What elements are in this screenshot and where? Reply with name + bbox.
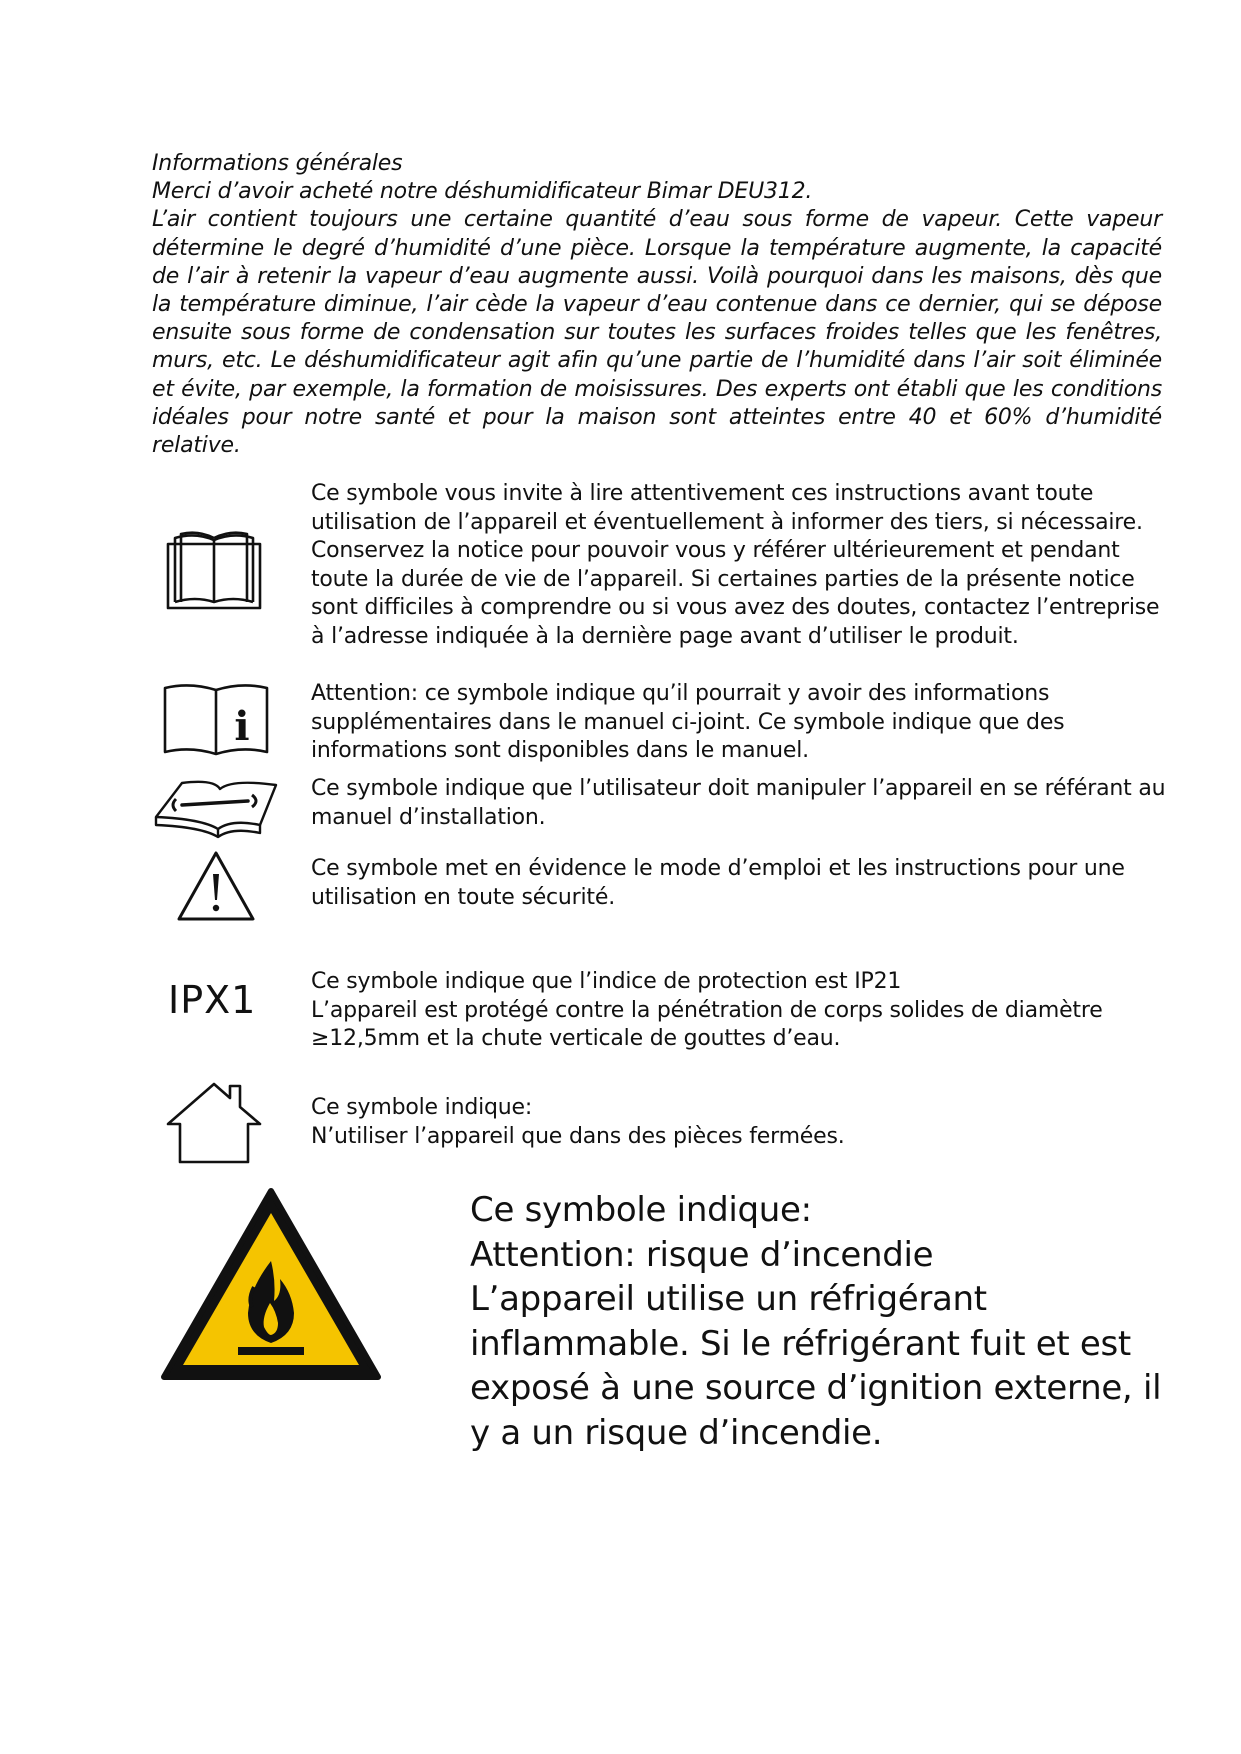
fire-line-1: Ce symbole indique: xyxy=(470,1190,812,1230)
fire-line-3: L’appareil utilise un réfrigérant inflammable. Si le réfrigérant fuit et est exposé à une source d’ignition externe, il y a un risque d’incendie. xyxy=(470,1279,1162,1453)
svg-text:i: i xyxy=(234,703,250,750)
warning-description xyxy=(311,855,1171,912)
ipx-line-1: Ce symbole indique que l’indice de protection est IP21 xyxy=(311,969,902,994)
fire-line-2: Attention: risque d’incendie xyxy=(470,1234,934,1275)
info-text: Attention: ce symbole indique qu’il pourrait y avoir des informations supplémentaires dans le manuel ci-joint. Ce symbole indique que des informations sont disponibles dans le manuel. xyxy=(311,681,1065,763)
indoor-line-1: Ce symbole indique: xyxy=(311,1095,533,1120)
flammable-warning-icon xyxy=(158,1183,384,1383)
installation-text: Ce symbole indique que l’utilisateur doit manipuler l’appareil en se référant au manuel d’installation. xyxy=(311,776,1166,830)
warning-text: Ce symbole met en évidence le mode d’emploi et les instructions pour une utilisation en toute sécurité. xyxy=(311,856,1125,910)
indoor-description xyxy=(311,1094,1171,1151)
open-book-icon xyxy=(165,530,263,612)
info-description xyxy=(311,680,1171,766)
intro-paragraph: L’air contient toujours une certaine quantité d’eau sous forme de vapeur. Cette vapeur détermine le degré d’humidité d’une pièce. Lorsque la température augmente, la capacité de l’air à retenir la vapeur d’eau augmente aussi. Voilà pourquoi dans les maisons, dès que la température diminue, l’air cède la vapeur d’eau contenue dans ce dernier, qui se dépose ensuite sous forme de condensation sur toutes les surfaces froides telles que les fenêtres, murs, etc. Le déshumidificateur agit afin qu’une partie de l’humidité dans l’air soit éliminée et évite, par exemple, la formation de moisissures. Des experts ont établi que les conditions idéales pour notre santé et pour la maison sont atteintes entre 40 et 60% d’humidité relative. xyxy=(152,207,1162,459)
ipx-description xyxy=(311,968,1171,1054)
house-icon xyxy=(164,1080,264,1166)
indoor-line-2: N’utiliser l’appareil que dans des pièces fermées. xyxy=(311,1123,845,1149)
warning-triangle-icon xyxy=(175,848,257,924)
read-manual-text: Ce symbole vous invite à lire attentivement ces instructions avant toute utilisation de l’appareil et éventuellement à informer des tiers, si nécessaire. Conservez la notice pour pouvoir vous y référer ultérieurement et pendant toute la durée de vie de l’appareil. Si certaines parties de la présente notice sont difficiles à comprendre ou si vous avez des doutes, contactez l’entreprise à l’adresse indiquée à la dernière page avant d’utiliser le produit. xyxy=(311,481,1160,649)
section-title: Informations générales xyxy=(152,151,403,176)
thanks-line: Merci d’avoir acheté notre déshumidificateur Bimar DEU312. xyxy=(152,179,813,205)
read-manual-description xyxy=(311,480,1171,651)
installation-description xyxy=(311,775,1171,832)
ipx-line-2: L’appareil est protégé contre la pénétration de corps solides de diamètre ≥12,5mm et la chute verticale de gouttes d’eau. xyxy=(311,997,1103,1051)
intro-section xyxy=(152,150,1162,460)
ipx-label: IPX1 xyxy=(168,978,257,1022)
info-manual-icon xyxy=(162,680,270,756)
wrench-manual-icon xyxy=(152,777,282,839)
fire-description xyxy=(470,1188,1190,1455)
